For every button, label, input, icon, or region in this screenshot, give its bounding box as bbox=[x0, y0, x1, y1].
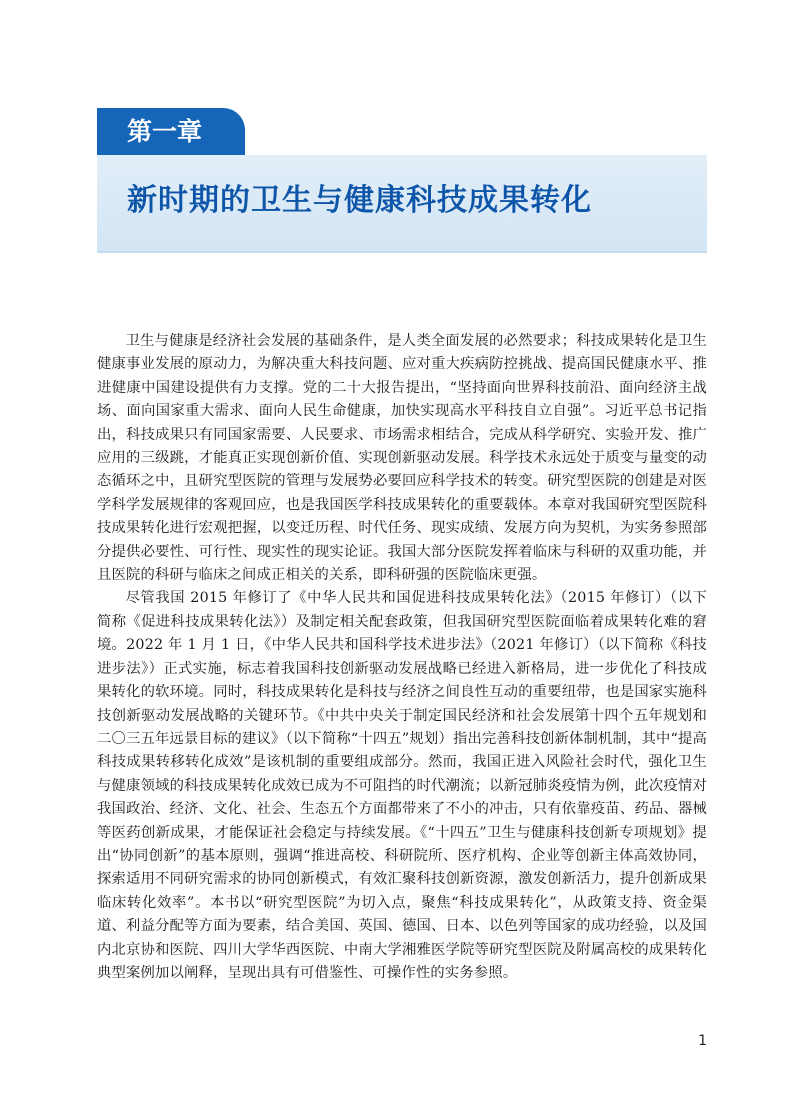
paragraph: 卫生与健康是经济社会发展的基础条件，是人类全面发展的必然要求；科技成果转化是卫生健康事业发展的原动力，为解决重大科技问题、应对重大疾病防控挑战、提高国民健康水平、推进健康中国建设提供有力支撑。党的二十大报告提出，“坚持面向世界科技前沿、面向经济主战场、面向国家重大需求、面向人民生命健康，加快实现高水平科技自立自强”。习近平总书记指出，科技成果只有同国家需要、人民要求、市场需求相结合，完成从科学研究、实验开发、推广应用的三级跳，才能真正实现创新价值、实现创新驱动发展。科学技术永远处于质变与量变的动态循环之中，且研究型医院的管理与发展势必要回应科学技术的转变。研究型医院的创建是对医学科学发展规律的客观回应，也是我国医学科技成果转化的重要载体。本章对我国研究型医院科技成果转化进行宏观把握，以变迁历程、时代任务、现实成绩、发展方向为契机，为实务参照部分提供必要性、可行性、现实性的现实论证。我国大部分医院发挥着临床与科研的双重功能，并且医院的科研与临床之间成正相关的关系，即科研强的医院临床更强。 bbox=[97, 333, 707, 584]
body-text bbox=[97, 330, 707, 985]
chapter-label: 第一章 bbox=[97, 108, 245, 155]
page-number: 1 bbox=[698, 1033, 707, 1049]
chapter-title-band bbox=[97, 155, 707, 253]
paragraph: 尽管我国 2015 年修订了《中华人民共和国促进科技成果转化法》（2015 年修订）（以下简称《促进科技成果转化法》）及制定相关配套政策，但我国研究型医院面临着成果转化难的窘境。2022 年 1 月 1 日，《中华人民共和国科学技术进步法》（2021 年修订）（以下简称《科技进步法》）正式实施，标志着我国科技创新驱动发展战略已经进入新格局，进一步优化了科技成果转化的软环境。同时，科技成果转化是科技与经济之间良性互动的重要纽带，也是国家实施科技创新驱动发展战略的关键环节。《中共中央关于制定国民经济和社会发展第十四个五年规划和二〇三五年远景目标的建议》（以下简称“十四五”规划）指出完善科技创新体制机制，其中“提高科技成果转移转化成效”是该机制的重要组成部分。然而，我国正进入风险社会时代，强化卫生与健康领域的科技成果转化成效已成为不可阻挡的时代潮流；以新冠肺炎疫情为例，此次疫情对我国政治、经济、文化、社会、生态五个方面都带来了不小的冲击，只有依靠疫苗、药品、器械等医药创新成果，才能保证社会稳定与持续发展。《“十四五”卫生与健康科技创新专项规划》提出“协同创新”的基本原则，强调“推进高校、科研院所、医疗机构、企业等创新主体高效协同，探索适用不同研究需求的协同创新模式，有效汇聚科技创新资源，激发创新活力，提升创新成果临床转化效率”。本书以“研究型医院”为切入点，聚焦“科技成果转化”，从政策支持、资金渠道、利益分配等方面为要素，结合美国、英国、德国、日本、以色列等国家的成功经验，以及国内北京协和医院、四川大学华西医院、中南大学湘雅医学院等研究型医院及附属高校的成果转化典型案例加以阐释，呈现出具有可借鉴性、可操作性的实务参照。 bbox=[97, 590, 707, 981]
chapter-title: 新时期的卫生与健康科技成果转化 bbox=[127, 183, 592, 218]
